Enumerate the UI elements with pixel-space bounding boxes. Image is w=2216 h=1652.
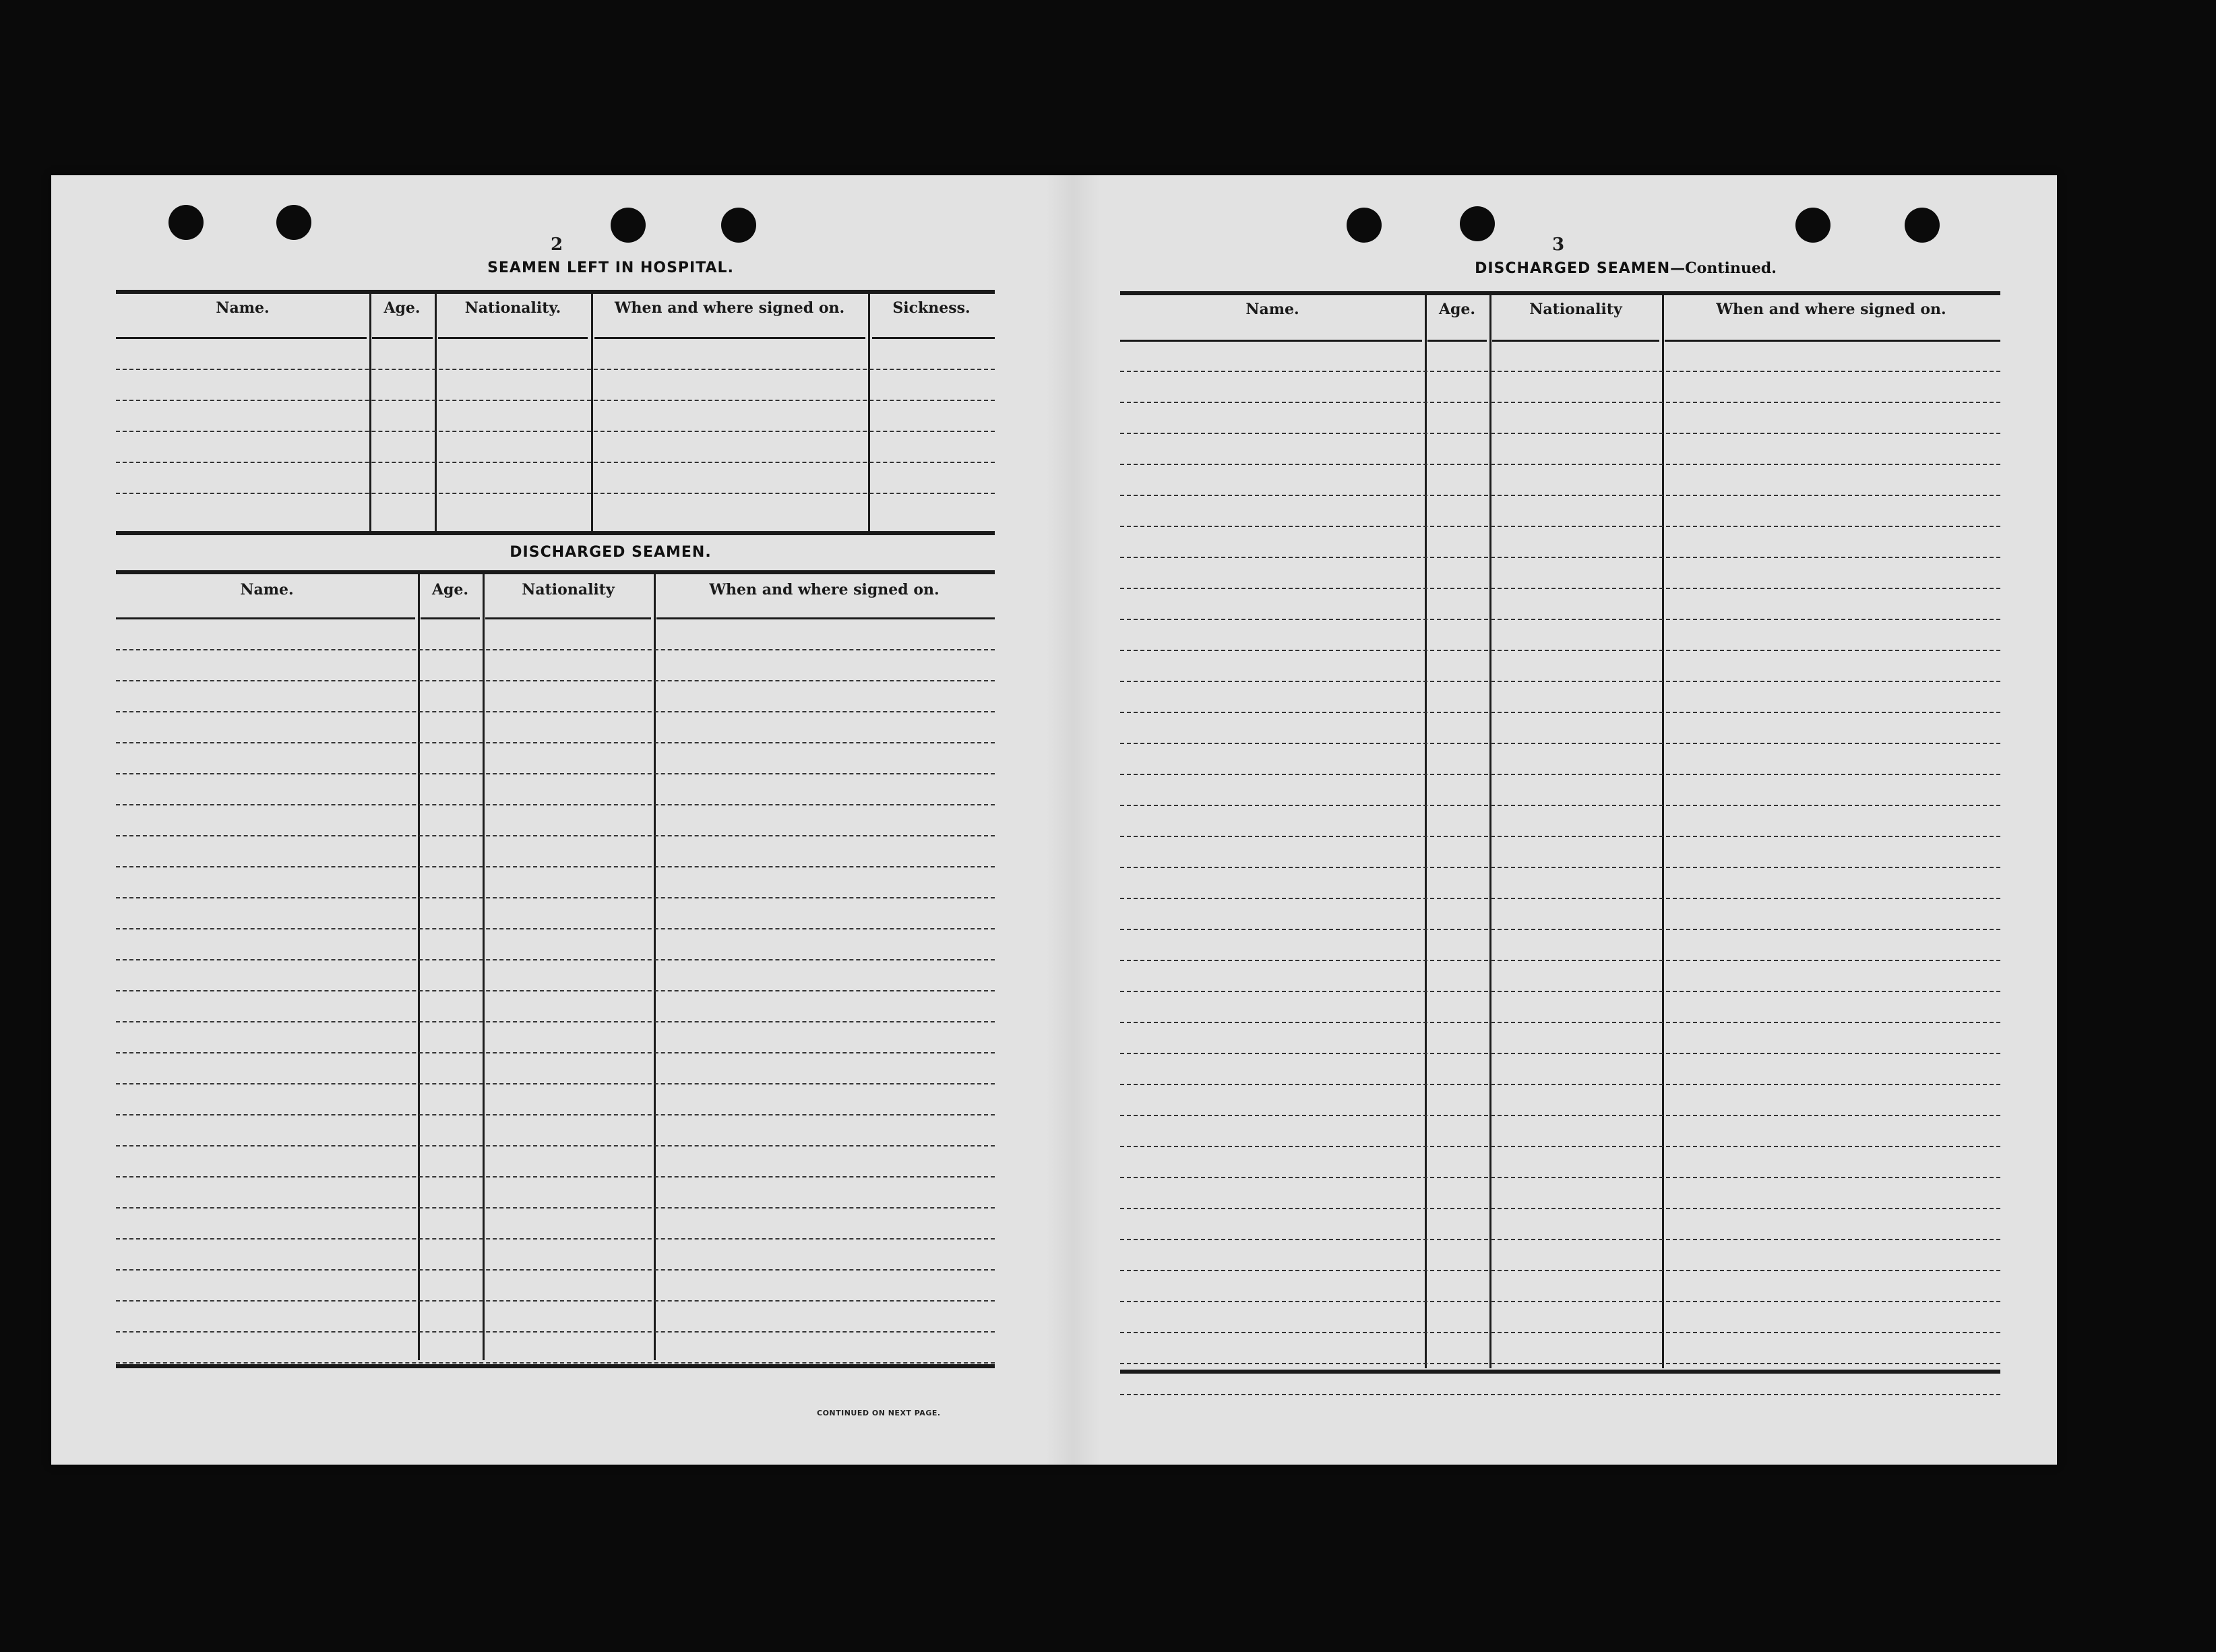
table-top-rule	[116, 290, 995, 294]
col-head-nationality: Nationality	[522, 581, 615, 599]
column-divider	[483, 574, 485, 1360]
blank-entry-line	[116, 1300, 995, 1302]
col-head-age: Age.	[431, 581, 469, 599]
col-head-sickness: Sickness.	[892, 299, 971, 317]
blank-entry-line	[116, 1207, 995, 1209]
col-head-name: Name.	[240, 581, 294, 599]
blank-entry-line	[116, 1145, 995, 1146]
header-underline	[372, 337, 433, 339]
col-head-signed-on: When and where signed on.	[709, 581, 940, 599]
continued-note: CONTINUED ON NEXT PAGE.	[817, 1409, 941, 1417]
table-top-rule	[1120, 291, 2000, 295]
blank-entry-line	[1120, 433, 2000, 434]
blank-entry-line	[1120, 836, 2000, 837]
punch-hole	[1347, 208, 1382, 243]
blank-entry-line	[1120, 929, 2000, 930]
blank-entry-line	[1120, 371, 2000, 372]
blank-entry-line	[1120, 712, 2000, 713]
blank-entry-line	[1120, 805, 2000, 806]
table-bottom-rule	[116, 1364, 995, 1368]
col-head-name: Name.	[216, 299, 270, 317]
blank-entry-line	[1120, 867, 2000, 868]
blank-entry-line	[1120, 1394, 2000, 1395]
col-head-signed-on: When and where signed on.	[1716, 301, 1946, 318]
blank-entry-line	[116, 835, 995, 836]
blank-entry-line	[1120, 1115, 2000, 1116]
punch-hole	[611, 208, 646, 243]
blank-entry-line	[116, 897, 995, 898]
blank-entry-line	[1120, 1208, 2000, 1209]
column-divider	[369, 294, 371, 532]
hospital-section-title: SEAMEN LEFT IN HOSPITAL.	[487, 259, 734, 276]
header-underline	[421, 617, 480, 619]
right-title-main: DISCHARGED SEAMEN	[1475, 260, 1671, 277]
blank-entry-line	[116, 866, 995, 867]
blank-entry-line	[1120, 1177, 2000, 1178]
header-underline	[438, 337, 588, 339]
col-head-nationality: Nationality.	[464, 299, 561, 317]
blank-entry-line	[1120, 526, 2000, 527]
form-sheet	[51, 175, 2057, 1465]
column-divider	[654, 574, 656, 1360]
blank-entry-line	[1120, 681, 2000, 682]
blank-entry-line	[116, 1052, 995, 1053]
punch-hole	[168, 205, 204, 240]
table-top-rule	[116, 570, 995, 574]
blank-entry-line	[1120, 1239, 2000, 1240]
blank-entry-line	[1120, 650, 2000, 651]
blank-entry-line	[1120, 1146, 2000, 1147]
blank-entry-line	[116, 462, 995, 463]
blank-entry-line	[116, 742, 995, 743]
blank-entry-line	[116, 1021, 995, 1022]
blank-entry-line	[1120, 557, 2000, 558]
header-underline	[594, 337, 865, 339]
blank-entry-line	[116, 990, 995, 991]
header-underline	[872, 337, 995, 339]
blank-entry-line	[116, 400, 995, 401]
blank-entry-line	[1120, 1332, 2000, 1333]
blank-entry-line	[116, 1083, 995, 1084]
column-divider	[868, 294, 870, 532]
punch-hole	[1795, 208, 1830, 243]
blank-entry-line	[1120, 588, 2000, 589]
header-underline	[485, 617, 651, 619]
blank-entry-line	[116, 773, 995, 774]
column-divider	[418, 574, 420, 1360]
header-underline	[1427, 340, 1487, 342]
page-number-right: 3	[1551, 235, 1565, 255]
table-bottom-rule	[1120, 1370, 2000, 1374]
blank-entry-line	[1120, 743, 2000, 744]
blank-entry-line	[116, 928, 995, 929]
header-underline	[116, 337, 367, 339]
right-section-title	[1356, 259, 1895, 277]
blank-entry-line	[1120, 1301, 2000, 1302]
blank-entry-line	[1120, 495, 2000, 496]
blank-entry-line	[116, 431, 995, 432]
blank-entry-line	[116, 804, 995, 805]
col-head-age: Age.	[383, 299, 421, 317]
punch-hole	[276, 205, 311, 240]
blank-entry-line	[116, 711, 995, 712]
blank-entry-line	[116, 649, 995, 650]
hospital-table	[116, 290, 995, 541]
column-divider	[435, 294, 437, 532]
blank-entry-line	[1120, 774, 2000, 775]
blank-entry-line	[1120, 1022, 2000, 1023]
discharged-continued-table	[1120, 291, 2000, 1410]
header-underline	[116, 617, 415, 619]
blank-entry-line	[116, 1238, 995, 1240]
blank-entry-line	[116, 1269, 995, 1271]
discharged-table	[116, 570, 995, 1406]
blank-entry-line	[1120, 898, 2000, 899]
blank-entry-line	[1120, 464, 2000, 465]
blank-entry-line	[1120, 1363, 2000, 1364]
blank-entry-line	[116, 493, 995, 494]
blank-entry-line	[116, 959, 995, 960]
blank-entry-line	[116, 1331, 995, 1333]
blank-entry-line	[116, 1114, 995, 1115]
header-underline	[1665, 340, 2000, 342]
header-underline	[656, 617, 995, 619]
blank-entry-line	[1120, 1270, 2000, 1271]
page-gutter	[1046, 175, 1100, 1465]
punch-hole	[1460, 206, 1495, 241]
blank-entry-line	[116, 680, 995, 681]
blank-entry-line	[116, 369, 995, 370]
col-head-signed-on: When and where signed on.	[614, 299, 845, 317]
col-head-name: Name.	[1245, 301, 1299, 318]
punch-hole	[721, 208, 756, 243]
punch-hole	[1905, 208, 1940, 243]
blank-entry-line	[1120, 402, 2000, 403]
table-bottom-rule	[116, 531, 995, 535]
blank-entry-line	[1120, 1084, 2000, 1085]
right-title-continued: —Continued.	[1670, 259, 1777, 277]
col-head-age: Age.	[1438, 301, 1476, 318]
blank-entry-line	[1120, 991, 2000, 992]
col-head-nationality: Nationality	[1529, 301, 1622, 318]
header-underline	[1120, 340, 1422, 342]
blank-entry-line	[1120, 619, 2000, 620]
page-number-left: 2	[550, 235, 563, 255]
column-divider	[591, 294, 593, 532]
blank-entry-line	[1120, 1053, 2000, 1054]
blank-entry-line	[1120, 960, 2000, 961]
header-underline	[1492, 340, 1659, 342]
blank-entry-line	[116, 1176, 995, 1177]
discharged-section-title: DISCHARGED SEAMEN.	[510, 544, 712, 561]
blank-entry-line	[116, 1362, 995, 1364]
